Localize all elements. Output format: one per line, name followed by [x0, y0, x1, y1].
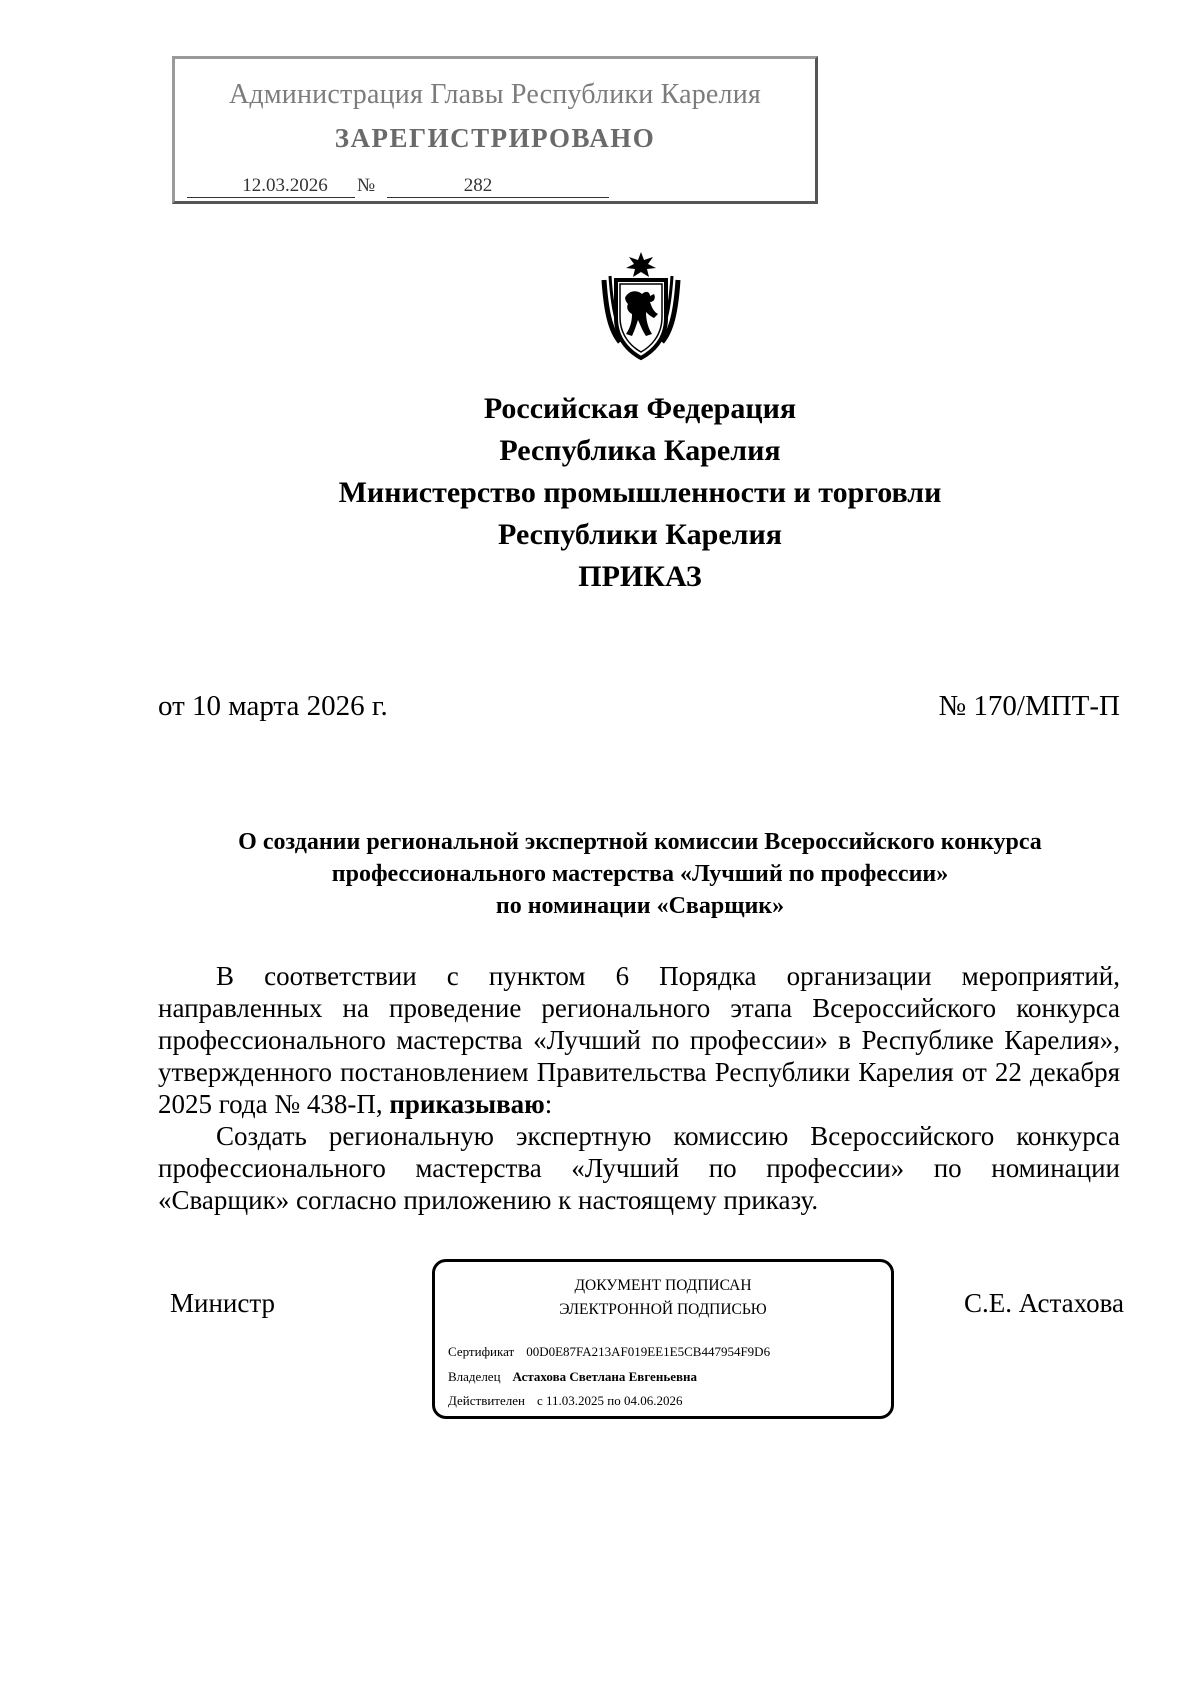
signatory-role: Министр: [170, 1288, 275, 1318]
registration-stamp: [172, 56, 818, 204]
header-ministry: Министерство промышленности и торговли: [338, 476, 942, 509]
esig-heading: [435, 1274, 891, 1322]
body-paragraph-2: Создать региональную экспертную комиссию Всероссийского конкурса профессионального мастерства «Лучший по профессии» по номинации «Сварщик» согласно приложению к настоящему приказу.: [158, 1121, 1120, 1215]
body-paragraph-1-text: В соответствии с пунктом 6 Порядка организации мероприятий, направленных на проведение регионального этапа Всероссийского конкурса профессионального мастерства «Лучший по профессии» в Республике Карелия», утвержденного постановлением Правительства Республики Карелия от 22 декабря 2025 года № 438-П,: [158, 961, 1120, 1119]
subject-line-3: по номинации «Сварщик»: [495, 893, 785, 919]
order-body: [158, 960, 1120, 1216]
esig-validity-value: с 11.03.2025 по 04.06.2026: [536, 1393, 683, 1408]
registration-stamp-title: Администрация Главы Республики Карелия: [229, 79, 761, 110]
body-paragraph-1-end: :: [544, 1089, 553, 1119]
esig-validity-label: Действителен: [448, 1393, 525, 1408]
header-republic: Республика Карелия: [499, 434, 781, 467]
header-ministry-region: Республики Карелия: [498, 518, 782, 551]
registration-stamp-status: ЗАРЕГИСТРИРОВАНО: [334, 123, 656, 153]
subject-line-2: профессионального мастерства «Лучший по профессии»: [331, 861, 949, 887]
esig-certificate-value: 00D0E87FA213AF019EE1E5CB447954F9D6: [526, 1344, 771, 1359]
body-paragraph-1-bold: приказываю: [389, 1089, 545, 1119]
header-country: Российская Федерация: [483, 392, 797, 425]
esig-heading-line-1: ДОКУМЕНТ ПОДПИСАН: [574, 1277, 752, 1294]
header-doc-type: ПРИКАЗ: [578, 560, 702, 593]
esig-owner-value: Астахова Светлана Евгеньевна: [512, 1369, 697, 1384]
order-subject: [140, 826, 1140, 922]
registration-number: 282: [387, 175, 609, 198]
order-number: № 170/МПТ-П: [938, 690, 1120, 722]
subject-line-1: О создании региональной экспертной комиссии Всероссийского конкурса: [238, 829, 1042, 855]
esig-certificate-label: Сертификат: [448, 1344, 515, 1359]
document-header: [0, 388, 1200, 598]
esig-validity-row: [448, 1393, 682, 1409]
esig-owner-label: Владелец: [448, 1369, 501, 1384]
registration-number-label: №: [357, 175, 376, 196]
registration-date: 12.03.2026: [187, 175, 355, 198]
coat-of-arms-icon: [596, 250, 686, 362]
star-icon: [626, 252, 656, 277]
esig-owner-row: [448, 1369, 697, 1385]
esig-certificate-row: [448, 1344, 770, 1360]
order-date: от 10 марта 2026 г.: [158, 690, 388, 722]
electronic-signature-stamp: [432, 1259, 894, 1419]
body-paragraph-1: [158, 960, 1120, 1120]
signatory-name: С.Е. Астахова: [963, 1288, 1124, 1318]
esig-heading-line-2: ЭЛЕКТРОННОЙ ПОДПИСЬЮ: [559, 1301, 767, 1318]
